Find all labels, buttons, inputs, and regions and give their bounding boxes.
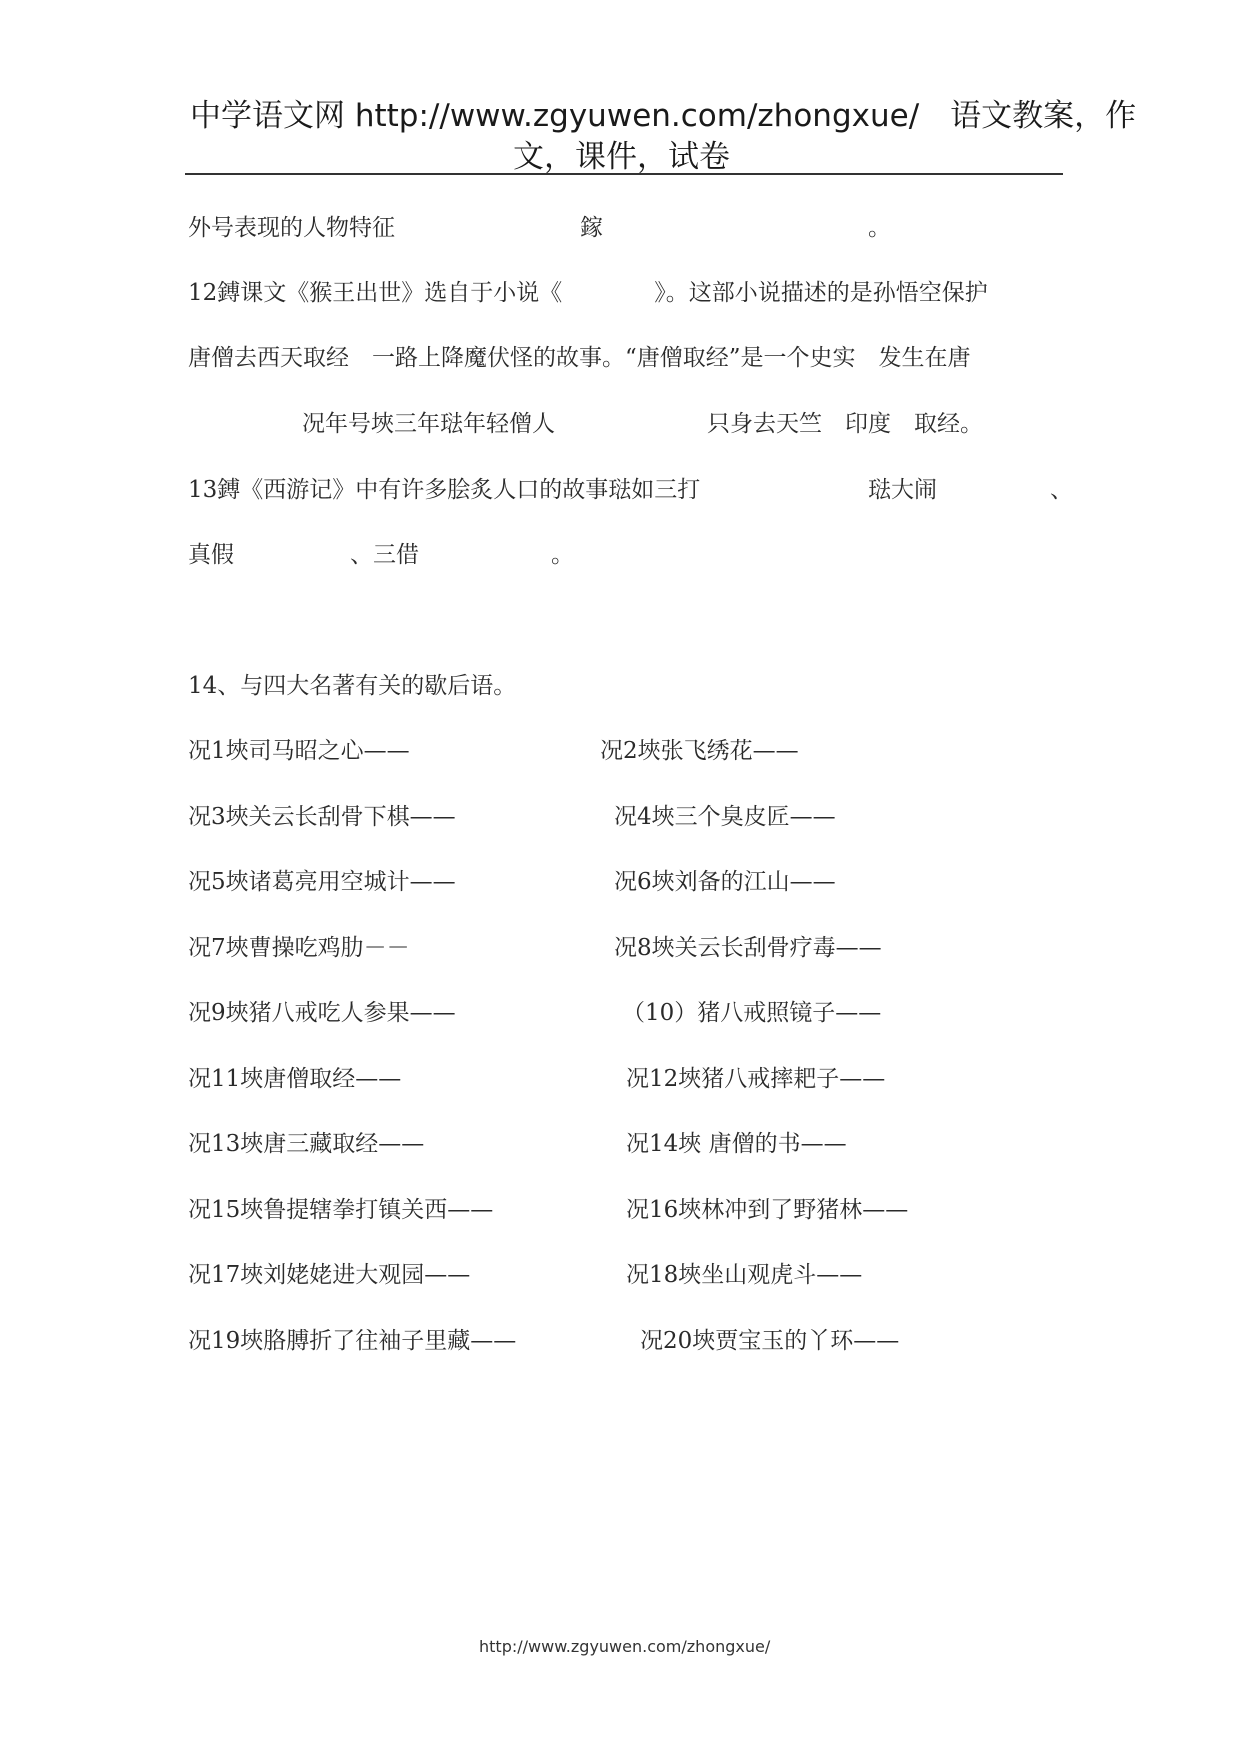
question-13-line-2-part-b: 、三借: [350, 542, 419, 568]
question-12-line-3-part-b: 只身去天竺 印度 取经。: [707, 411, 983, 437]
list-item: 况19埉胳膊折了往袖子里藏——: [188, 1328, 517, 1354]
list-item: 况15埉鲁提辖拳打镇关西——: [188, 1197, 494, 1223]
text-line-1-part-a: 外号表现的人物特征: [188, 215, 395, 241]
list-item: 况11埉唐僧取经——: [188, 1066, 402, 1092]
header-divider: [185, 173, 1063, 175]
list-item: 况1埉司马昭之心——: [188, 738, 410, 764]
list-item: 况17埉刘姥姥进大观园——: [188, 1262, 471, 1288]
list-item: 况8埉关云长刮骨疗毒——: [614, 935, 882, 961]
list-item: 况13埉唐三藏取经——: [188, 1131, 425, 1157]
list-item: 况9埉猪八戒吃人参果——: [188, 1000, 456, 1026]
list-item: 况6埉刘备的江山——: [614, 869, 836, 895]
footer-url: http://www.zgyuwen.com/zhongxue/: [479, 1637, 771, 1656]
text-line-1-part-c: 。: [868, 215, 891, 241]
list-item: 况20埉贾宝玉的丫环——: [640, 1328, 900, 1354]
question-13-line-2-part-c: 。: [551, 542, 574, 568]
text-line-1-part-b: 鎵: [580, 215, 603, 241]
page-header-line-1: 中学语文网 http://www.zgyuwen.com/zhongxue/ 语文教案，作: [190, 98, 1137, 134]
question-13-line-1-part-a: 13鎛《西游记》中有许多脍炙人口的故事琺如三打: [188, 477, 701, 503]
list-item: 况16埉林冲到了野猪林——: [626, 1197, 909, 1223]
question-13-line-1-part-b: 琺大闹: [868, 477, 937, 503]
list-item: 况14埉 唐僧的书——: [626, 1131, 847, 1157]
question-12-line-3-part-a: 况年号埉三年琺年轻僧人: [302, 411, 555, 437]
list-item: （10）猪八戒照镜子——: [622, 1000, 882, 1026]
page-header-line-2: 文，课件，试卷: [513, 139, 730, 175]
list-item: 况12埉猪八戒摔耙子——: [626, 1066, 886, 1092]
list-item: 况18埉坐山观虎斗——: [626, 1262, 863, 1288]
list-item: 况7埉曹操吃鸡肋－－: [188, 935, 410, 961]
list-item: 况3埉关云长刮骨下棋——: [188, 804, 456, 830]
list-item: 况4埉三个臭皮匠——: [614, 804, 836, 830]
question-14-heading: 14、与四大名著有关的歇后语。: [188, 673, 517, 699]
question-13-line-2-part-a: 真假: [188, 542, 234, 568]
question-12-line-2: 唐僧去西天取经 一路上降魔伏怪的故事。“唐僧取经”是一个史实 发生在唐: [188, 345, 971, 371]
list-item: 况5埉诸葛亮用空城计——: [188, 869, 456, 895]
list-item: 况2埉张飞绣花——: [600, 738, 799, 764]
question-13-line-1-part-c: 、: [1050, 477, 1073, 503]
question-12-line-1: 12鎛课文《猴王出世》选自于小说《 》。这部小说描述的是孙悟空保护: [188, 280, 988, 306]
